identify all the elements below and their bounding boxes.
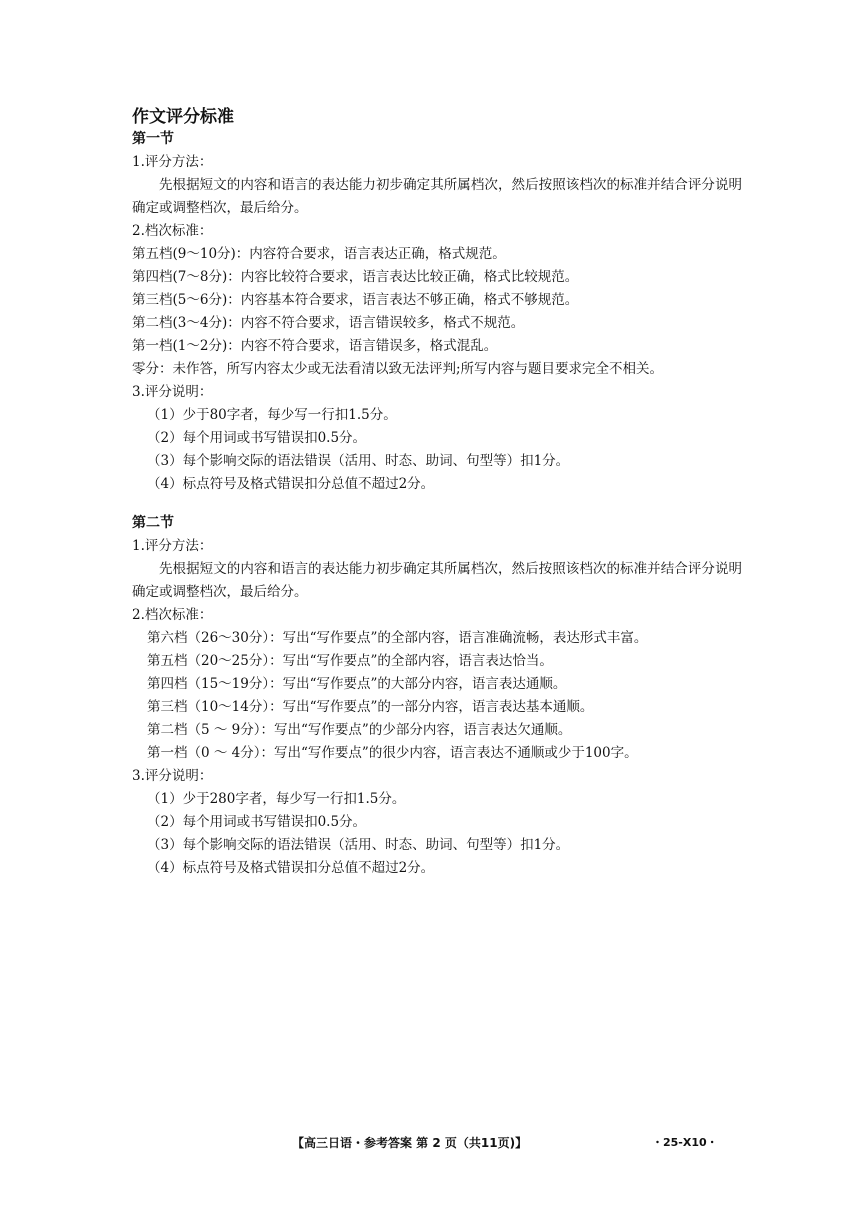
section-1-grades-heading: 2.档次标准： — [132, 223, 213, 239]
section-1-note-item: （2）每个用词或书写错误扣0.5分。 — [147, 430, 367, 446]
section-2-grade-item: 第五档（20～25分）：写出“写作要点”的全部内容，语言表达恰当。 — [147, 653, 553, 669]
section-1-note-item: （3）每个影响交际的语法错误（活用、时态、助词、句型等）扣1分。 — [147, 453, 570, 469]
footer-page-info: 【高三日语・参考答案 第 2 页（共11页)】 — [292, 1136, 528, 1150]
section-2-grade-item: 第六档（26～30分）：写出“写作要点”的全部内容，语言准确流畅，表达形式丰富。 — [147, 630, 648, 646]
section-1-heading: 第一节 — [132, 131, 174, 147]
section-1-grade-item: 第一档(1～2分)：内容不符合要求，语言错误多，格式混乱。 — [132, 338, 498, 354]
section-2-note-item: （2）每个用词或书写错误扣0.5分。 — [147, 814, 367, 830]
section-2-grades-heading: 2.档次标准： — [132, 607, 213, 623]
section-2-method-heading: 1.评分方法： — [132, 538, 213, 554]
section-1-grade-item: 第三档(5～6分)：内容基本符合要求，语言表达不够正确，格式不够规范。 — [132, 292, 579, 308]
section-2-note-item: （1）少于280字者，每少写一行扣1.5分。 — [147, 791, 406, 807]
page-footer — [0, 1134, 868, 1152]
section-2-grade-item: 第二档（5 ～ 9分）：写出“写作要点”的少部分内容，语言表达欠通顺。 — [147, 722, 572, 738]
section-1-grade-item: 第四档(7～8分)：内容比较符合要求，语言表达比较正确，格式比较规范。 — [132, 269, 579, 285]
document-body — [132, 106, 742, 880]
section-2-heading: 第二节 — [132, 515, 174, 531]
section-1-note-item: （4）标点符号及格式错误扣分总值不超过2分。 — [147, 476, 435, 492]
section-1-method-text: 先根据短文的内容和语言的表达能力初步确定其所属档次，然后按照该档次的标准并结合评分说明确定或调整档次，最后给分。 — [132, 177, 742, 216]
section-2-note-item: （4）标点符号及格式错误扣分总值不超过2分。 — [147, 860, 435, 876]
section-1-notes-heading: 3.评分说明： — [132, 384, 213, 400]
section-spacer — [132, 496, 742, 512]
section-1-grade-item: 第五档(9～10分)：内容符合要求，语言表达正确，格式规范。 — [132, 246, 506, 262]
section-1-method-heading: 1.评分方法： — [132, 154, 213, 170]
section-1-grade-item: 第二档(3～4分)：内容不符合要求，语言错误较多，格式不规范。 — [132, 315, 525, 331]
section-2-grade-item: 第四档（15～19分）：写出“写作要点”的大部分内容，语言表达通顺。 — [147, 676, 567, 692]
section-2-grade-item: 第三档（10～14分）：写出“写作要点”的一部分内容，语言表达基本通顺。 — [147, 699, 594, 715]
section-2-grade-item: 第一档（0 ～ 4分）：写出“写作要点”的很少内容，语言表达不通顺或少于100字。 — [147, 745, 638, 761]
document-title: 作文评分标准 — [132, 107, 234, 127]
section-1-grade-zero: 零分：未作答，所写内容太少或无法看清以致无法评判;所写内容与题目要求完全不相关。 — [132, 361, 664, 377]
section-1-note-item: （1）少于80字者，每少写一行扣1.5分。 — [147, 407, 397, 423]
section-2-notes-heading: 3.评分说明： — [132, 768, 213, 784]
footer-doc-code: ・25-X10・ — [652, 1136, 718, 1149]
section-2-method-text: 先根据短文的内容和语言的表达能力初步确定其所属档次，然后按照该档次的标准并结合评分说明确定或调整档次，最后给分。 — [132, 561, 742, 600]
section-2-note-item: （3）每个影响交际的语法错误（活用、时态、助词、句型等）扣1分。 — [147, 837, 570, 853]
